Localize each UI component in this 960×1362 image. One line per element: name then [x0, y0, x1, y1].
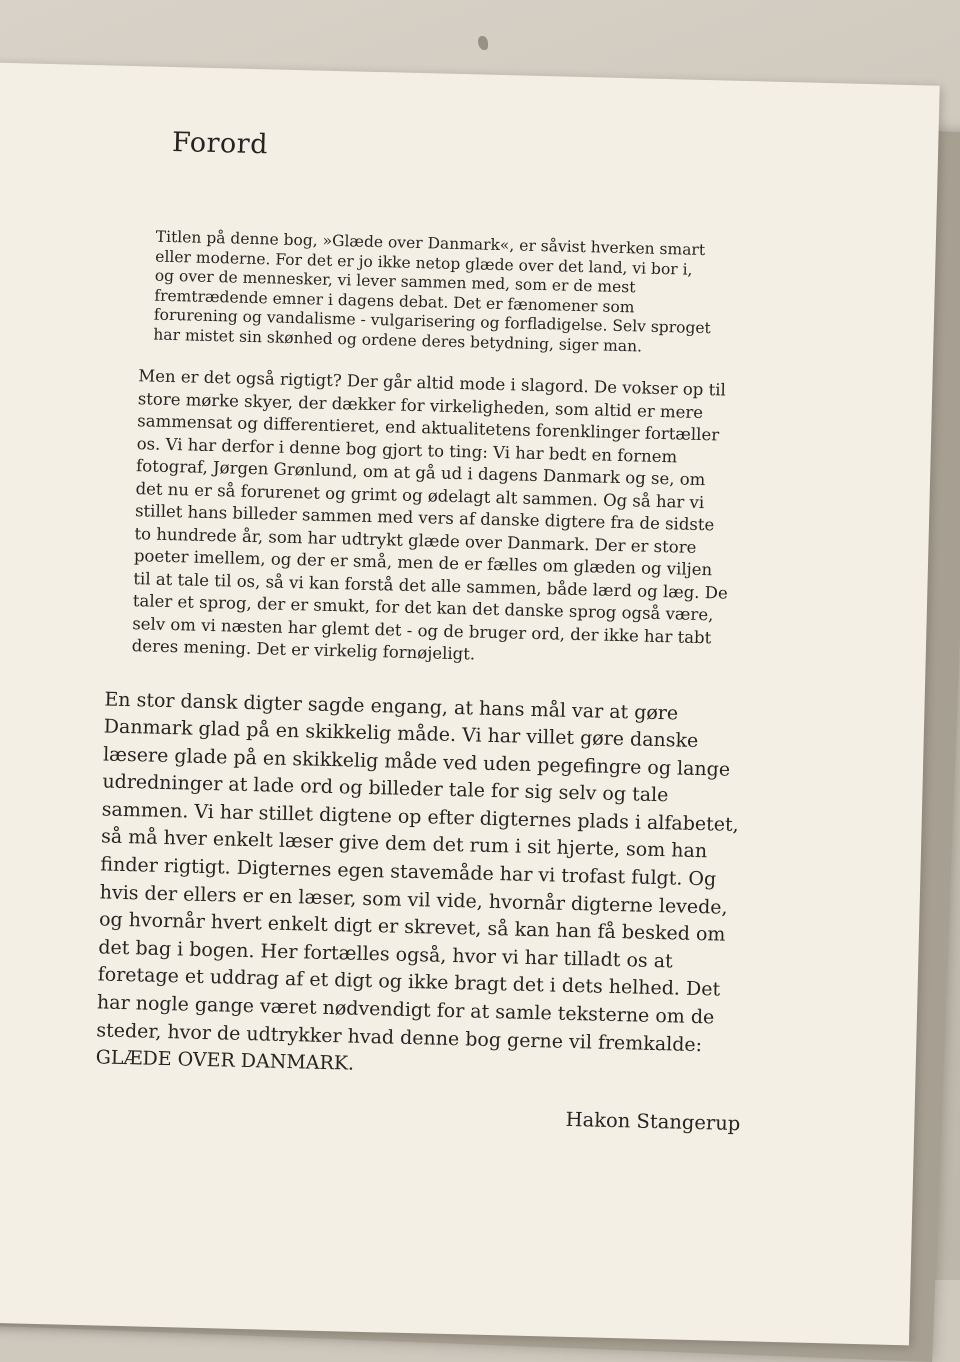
page-title: Forord [171, 126, 269, 161]
book-page [0, 62, 940, 1345]
paragraph-3: En stor dansk digter sagde engang, at hans mål var at gøre Danmark glad på en skikkelig måde. Vi har villet gøre danske læsere glade på en skikkelig måde ved uden pegefingre og lange udredninger at lade ord og billeder tale for sig selv og tale sammen. Vi har stillet digtene op efter digternes plads i alfabetet, så må hver enkelt læser give dem det rum i sit hjerte, som han finder rigtigt. Digternes egen stavemåde har vi trofast fulgt. Og hvis der ellers er en læser, som vil vide, hvornår digterne levede, og hvornår hvert enkelt digt er skrevet, så kan han få besked om det bag i bogen. Her fortælles også, hvor vi har tilladt os at foretage et uddrag af et digt og ikke bragt det i dets helhed. Det har nogle gange været nødvendigt for at samle teksterne om de steder, hvor de udtrykker hvad denne bog gerne vil fremkalde: GLÆDE OVER DANMARK. [95, 687, 739, 1075]
surface-mark [478, 36, 488, 50]
paragraph-2: Men er det også rigtigt? Der går altid mode i slagord. De vokser op til store mørke skyer, der dækker for virkeligheden, som altid er mere sammensat og differentieret, end aktualitetens forenklinger fortæller os. Vi har derfor i denne bog gjort to ting: Vi har bedt en fornem fotograf, Jørgen Grønlund, om at gå ud i dagens Danmark og se, om det nu er så forurenet og grimt og ødelagt alt sammen. Og så har vi stillet hans billeder sammen med vers af danske digtere fra de sidste to hundrede år, som har udtrykt glæde over Danmark. Der er store poeter imellem, og der er små, men de er fælles om glæden og viljen til at tale til os, så vi kan forstå det alle sammen, både lærd og læg. De taler et sprog, der er smukt, for det kan det danske sprog også være, selv om vi næsten har glemt det - og de bruger ord, der ikke har tabt deres mening. Det er virkelig fornøjeligt. [131, 366, 729, 664]
paragraph-1: Titlen på denne bog, »Glæde over Danmark«, er såvist hverken smart eller moderne. For det er jo ikke netop glæde over det land, vi bor i, og over de mennesker, vi lever sammen med, som er de mest fremtrædende emner i dagens debat. Det er fænomener som forurening og vandalisme - vulgarisering og forfladigelse. Selv sproget har mistet sin skønhed og ordene deres betydning, siger man. [153, 227, 711, 356]
page-content [95, 126, 758, 1135]
author-signature: Hakon Stangerup [565, 1107, 741, 1135]
